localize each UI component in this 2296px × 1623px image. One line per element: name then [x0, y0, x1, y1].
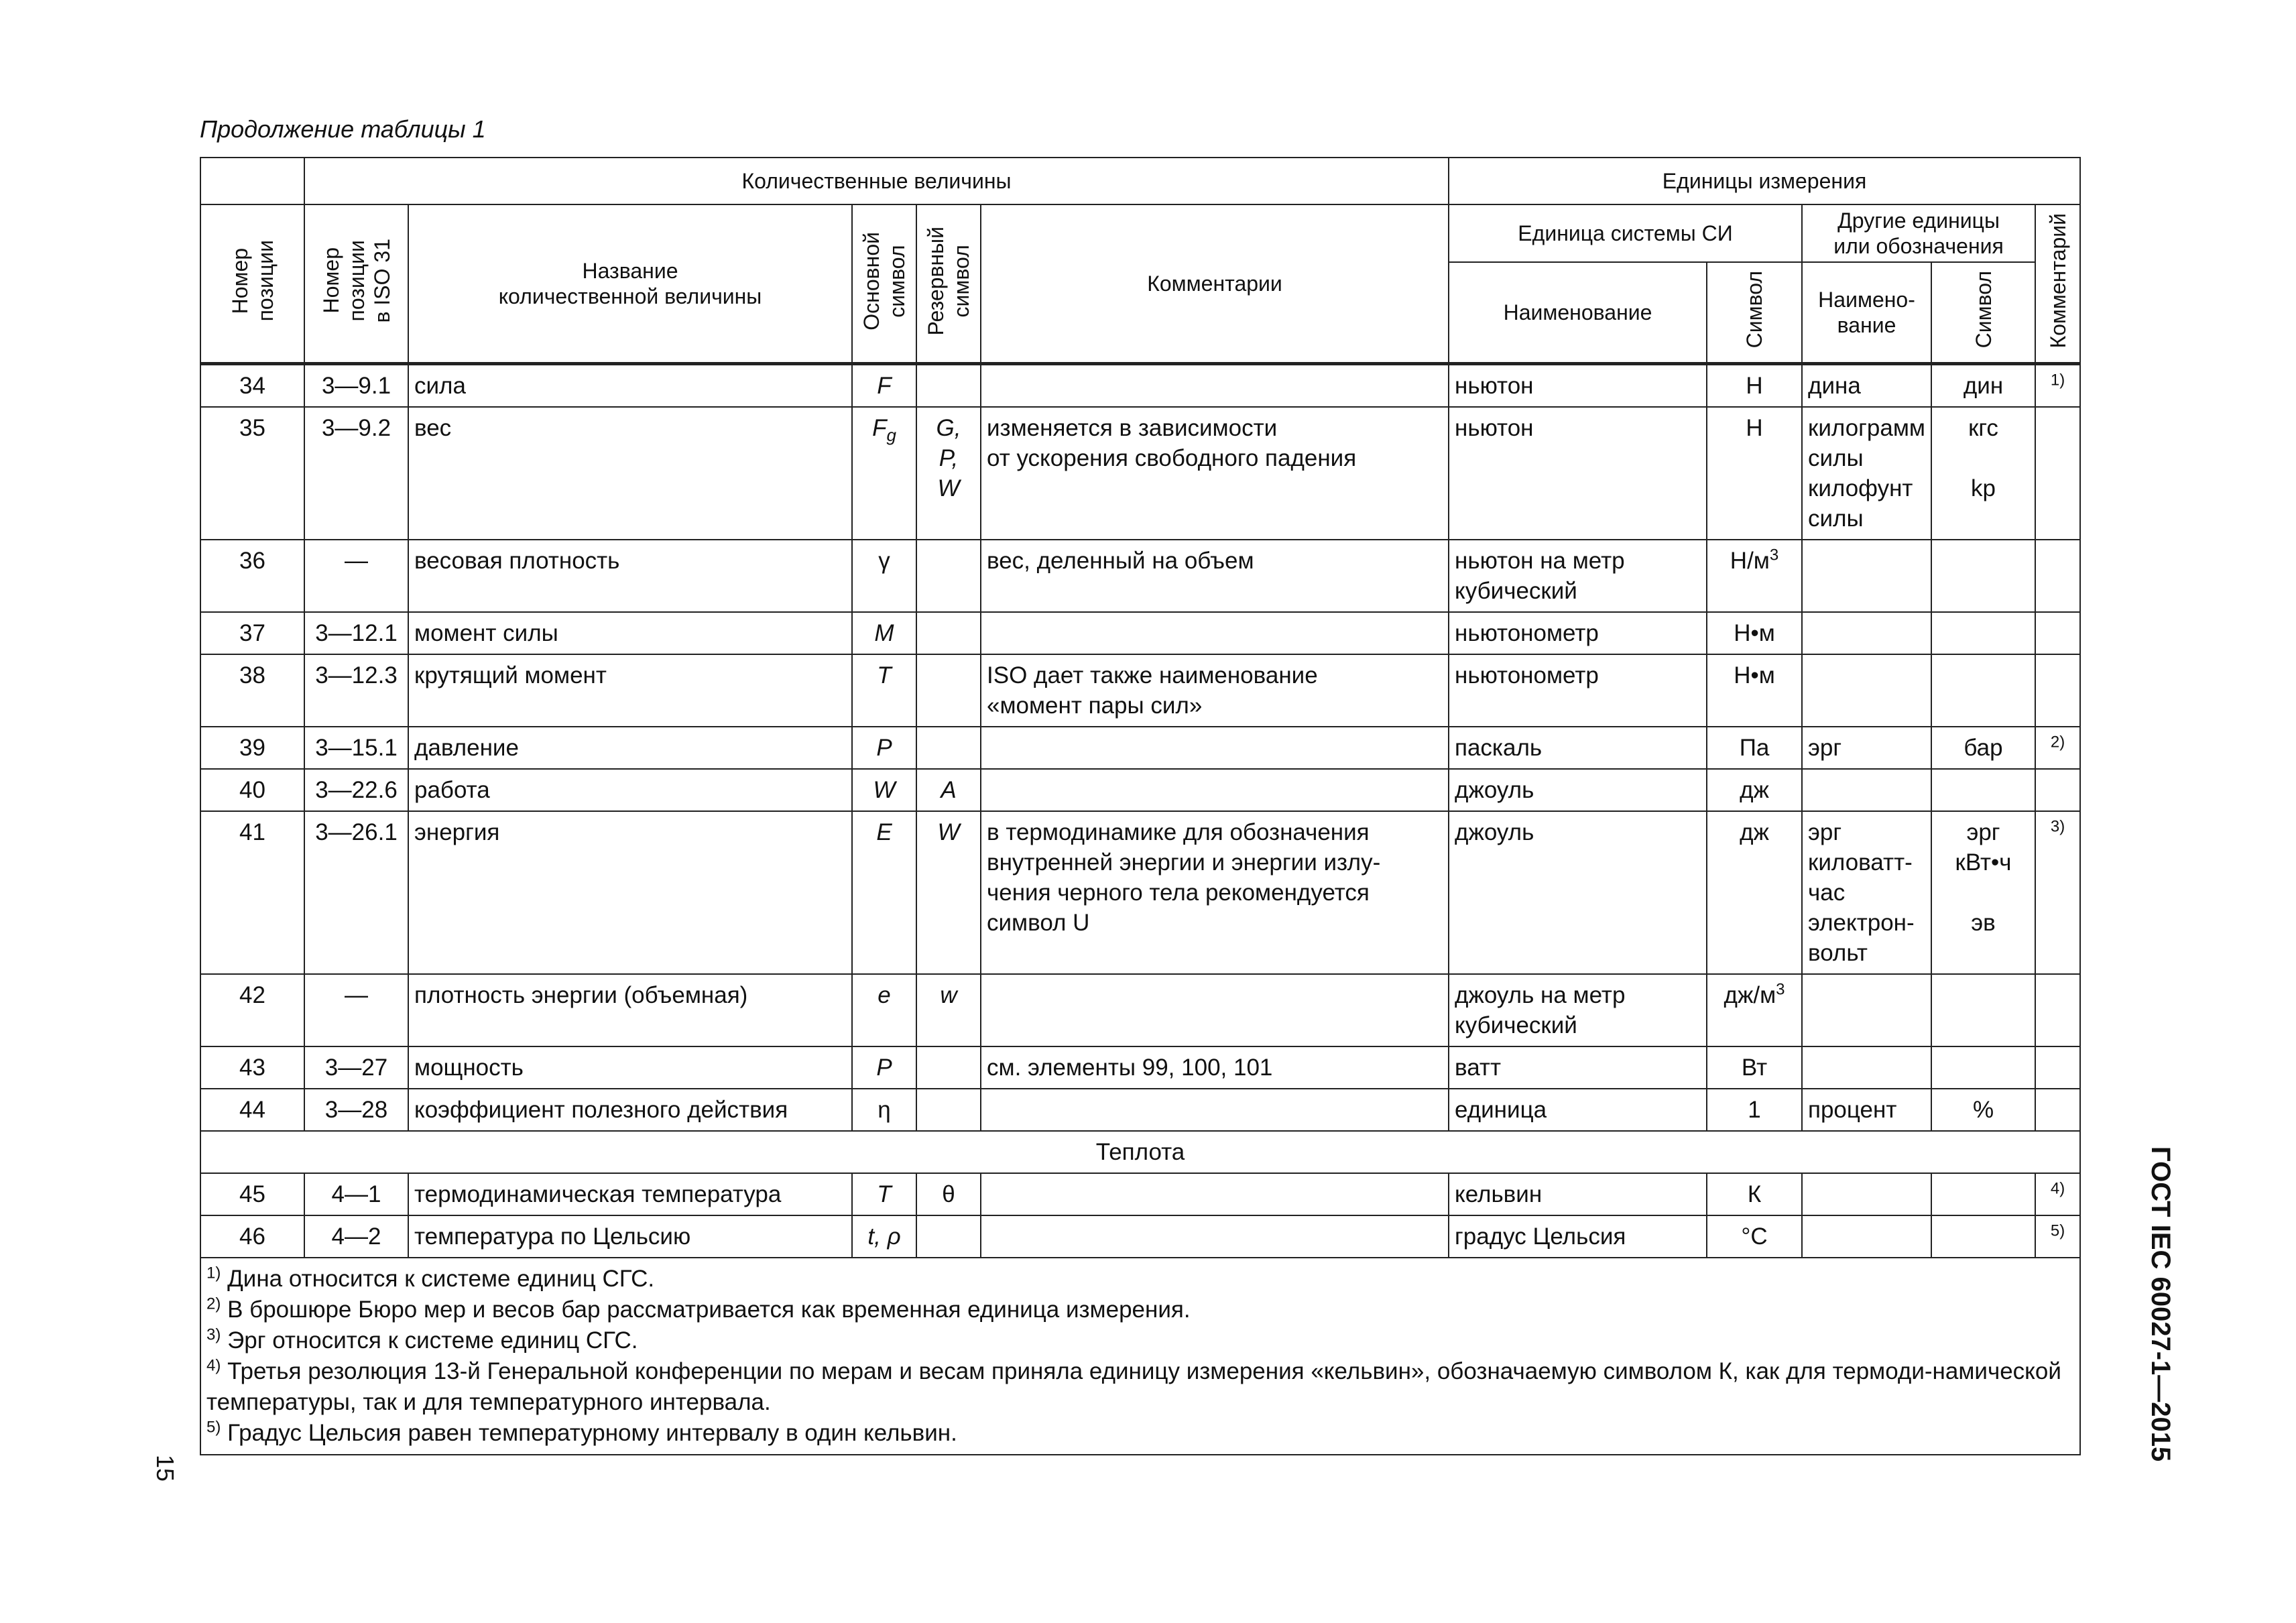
header-pos: Номер позиции: [200, 204, 304, 364]
table-row: 46 4—2 температура по Цельсию t, ρ градус Цельсия °С $^{5)}$: [200, 1215, 2080, 1258]
header-name: Название количественной величины: [408, 204, 852, 364]
header-blank: [200, 158, 304, 204]
header-si-symbol: Символ: [1707, 262, 1802, 364]
header-other-symbol: Символ: [1931, 262, 2035, 364]
header-other-name: Наимено- вание: [1802, 262, 1931, 364]
table-row: 35 3—9.2 вес $F_g$ G, P, W изменяется в зависимости от ускорения свободного падения ньютон Н килограмм силы килофунт силы кгс kp: [200, 407, 2080, 540]
section-row-heat: Теплота: [200, 1131, 2080, 1173]
table-row: 38 3—12.3 крутящий момент T ISO дает также наименование «момент пары сил» ньютонометр Н•м: [200, 654, 2080, 727]
table-row: 40 3—22.6 работа W A джоуль дж: [200, 769, 2080, 811]
header-reserve-symbol: Резервный символ: [916, 204, 981, 364]
table-row: 42 — плотность энергии (объемная) e w джоуль на метр кубический $дж/м^3$: [200, 974, 2080, 1046]
header-other-units: Другие единицы или обозначения: [1802, 204, 2035, 262]
page-number: 15: [152, 1455, 179, 1482]
table-row: 41 3—26.1 энергия E W в термодинамике для обозначения внутренней энергии и энергии излу- чения черного тела рекомендуется символ U джоуль дж эрг киловатт- час электрон- вольт эрг кВт•ч эв $^{3)}$: [200, 811, 2080, 974]
header-iso: Номер позиции в ISO 31: [304, 204, 408, 364]
header-units: Единицы измерения: [1449, 158, 2080, 204]
footnotes-row: [200, 1258, 2080, 1455]
table-row: 36 — весовая плотность γ вес, деленный на объем ньютон на метр кубический $Н/м^3$: [200, 540, 2080, 612]
header-quantities: Количественные величины: [304, 158, 1449, 204]
units-table: [200, 157, 2081, 1455]
table-row: 39 3—15.1 давление P паскаль Па эрг бар $^{2)}$: [200, 727, 2080, 769]
footnote: $^{4)}$ Третья резолюция 13-й Генеральной конференции по мерам и весам приняла единицу измерения «кельвин», обозначаемую символом К, как для термоди-намической температуры, так и для температурного интервала.: [206, 1356, 2061, 1415]
table-caption: Продолжение таблицы 1: [200, 115, 486, 143]
header-main-symbol: Основной символ: [852, 204, 916, 364]
header-si-name: Наименование: [1449, 262, 1707, 364]
table-row: 34 3—9.1 сила F ньютон Н дина дин $^{1)}$: [200, 364, 2080, 408]
footnote: $^{3)}$ Эрг относится к системе единиц СГС.: [206, 1325, 638, 1354]
footnote: $^{5)}$ Градус Цельсия равен температурному интервалу в один кельвин.: [206, 1418, 957, 1446]
table-row: 43 3—27 мощность P см. элементы 99, 100, 101 ватт Вт: [200, 1046, 2080, 1089]
document-standard-title: ГОСТ IEC 60027-1—2015: [2146, 1146, 2175, 1462]
footnote: $^{1)}$ Дина относится к системе единиц СГС.: [206, 1264, 655, 1292]
table-row: 45 4—1 термодинамическая температура T θ кельвин К $^{4)}$: [200, 1173, 2080, 1215]
table-row: 44 3—28 коэффициент полезного действия η единица 1 процент %: [200, 1089, 2080, 1131]
header-comments: Комментарии: [981, 204, 1449, 364]
table-row: 37 3—12.1 момент силы M ньютонометр Н•м: [200, 612, 2080, 654]
header-unit-comment: Комментарий: [2035, 204, 2080, 364]
header-si-unit: Единица системы СИ: [1449, 204, 1802, 262]
footnote: $^{2)}$ В брошюре Бюро мер и весов бар рассматривается как временная единица измерения.: [206, 1295, 1191, 1323]
